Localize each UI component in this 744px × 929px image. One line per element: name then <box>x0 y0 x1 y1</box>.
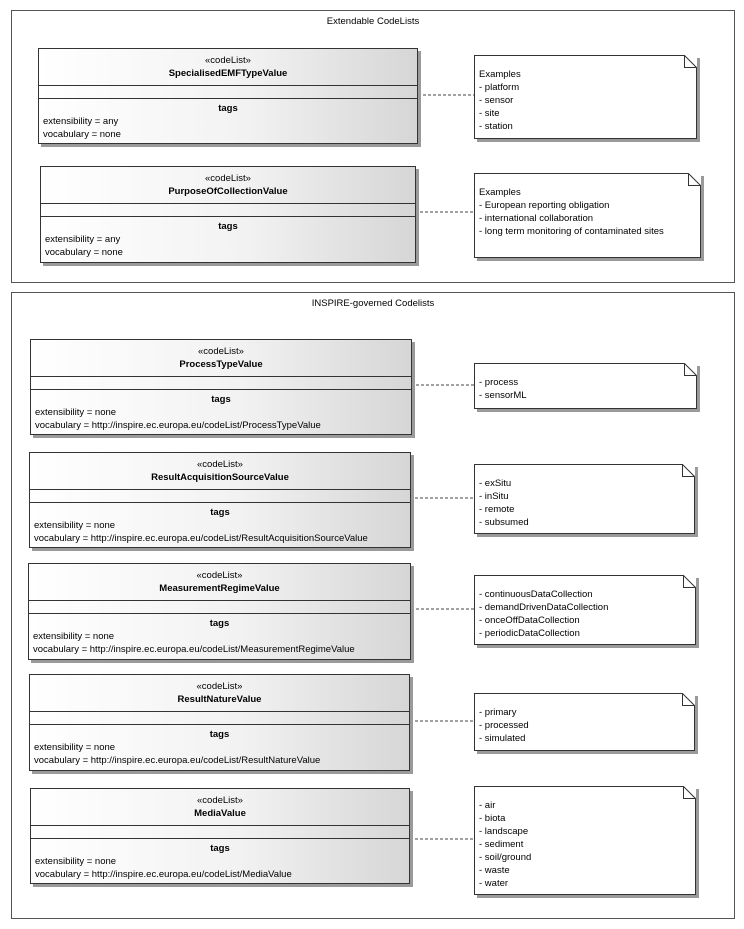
tags-title: tags <box>218 103 238 114</box>
tag-extensibility: extensibility = none <box>34 742 116 753</box>
class-tags <box>31 390 411 432</box>
note-line: - primary <box>479 707 517 718</box>
class-name: PurposeOfCollectionValue <box>168 186 288 197</box>
note-body <box>479 799 684 890</box>
class-result-nature-value[interactable] <box>29 674 410 771</box>
note-line: - station <box>479 121 513 132</box>
tag-extensibility: extensibility = none <box>35 856 117 867</box>
note-line: - biota <box>479 813 506 824</box>
class-header <box>39 49 417 86</box>
note-line: - onceOffDataCollection <box>479 615 580 626</box>
note-result-acquisition-values[interactable] <box>474 464 695 534</box>
class-name: MediaValue <box>194 808 246 819</box>
tags-title: tags <box>218 221 238 232</box>
class-stereotype: «codeList» <box>196 681 243 692</box>
class-tags <box>41 217 415 259</box>
class-header <box>30 675 409 712</box>
note-line: - sensor <box>479 95 514 106</box>
package-title: Extendable CodeLists <box>326 16 420 27</box>
class-media-value[interactable] <box>30 788 410 884</box>
class-header <box>31 340 411 377</box>
class-tags <box>31 839 409 881</box>
class-result-acquisition-source-value[interactable] <box>29 452 411 548</box>
class-stereotype: «codeList» <box>205 173 251 184</box>
note-line: - process <box>479 377 519 388</box>
note-purpose-examples[interactable] <box>474 173 701 258</box>
class-name: ResultNatureValue <box>177 694 262 705</box>
class-name: ProcessTypeValue <box>179 359 263 370</box>
note-line: - water <box>479 878 509 889</box>
note-body <box>479 376 685 402</box>
tag-vocabulary: vocabulary = none <box>43 129 121 140</box>
note-line: - subsumed <box>479 517 529 528</box>
class-purpose-of-collection-value[interactable] <box>40 166 416 263</box>
tag-extensibility: extensibility = none <box>35 407 117 418</box>
note-line: - remote <box>479 504 515 515</box>
note-line: - processed <box>479 720 529 731</box>
package-title: INSPIRE-governed Codelists <box>311 298 435 309</box>
class-header <box>41 167 415 204</box>
tags-title: tags <box>209 618 230 629</box>
note-process-type-values[interactable] <box>474 363 697 409</box>
class-stereotype: «codeList» <box>196 570 243 581</box>
tag-vocabulary: vocabulary = none <box>45 247 123 258</box>
tags-title: tags <box>210 507 230 518</box>
tag-vocabulary: vocabulary = http://inspire.ec.europa.eu/codeList/MediaValue <box>35 869 292 880</box>
tag-extensibility: extensibility = none <box>34 520 116 531</box>
note-specialised-emf-examples[interactable] <box>474 55 697 139</box>
tags-title: tags <box>211 394 231 405</box>
note-result-nature-values[interactable] <box>474 693 695 751</box>
class-tags <box>29 614 410 656</box>
note-measurement-regime-values[interactable] <box>474 575 696 645</box>
tags-title: tags <box>210 843 230 854</box>
note-line: - continuousDataCollection <box>479 589 593 600</box>
note-line: - site <box>479 108 500 119</box>
note-line: - waste <box>479 865 510 876</box>
note-line: - simulated <box>479 733 526 744</box>
note-body <box>479 477 683 529</box>
class-header <box>30 453 410 490</box>
note-line: - European reporting obligation <box>479 200 610 211</box>
class-attributes <box>31 377 411 390</box>
class-attributes <box>39 86 417 99</box>
note-line: - sediment <box>479 839 524 850</box>
note-line: - exSitu <box>479 478 512 489</box>
class-attributes <box>29 601 410 614</box>
class-attributes <box>31 826 409 839</box>
class-header <box>31 789 409 826</box>
note-media-values[interactable] <box>474 786 696 895</box>
tag-vocabulary: vocabulary = http://inspire.ec.europa.eu/codeList/ProcessTypeValue <box>35 420 321 431</box>
note-body <box>479 186 689 238</box>
class-measurement-regime-value[interactable] <box>28 563 411 660</box>
class-stereotype: «codeList» <box>197 795 243 806</box>
class-name: ResultAcquisitionSourceValue <box>151 472 289 483</box>
tag-extensibility: extensibility = none <box>33 631 115 642</box>
class-attributes <box>30 490 410 503</box>
class-process-type-value[interactable] <box>30 339 412 435</box>
tag-vocabulary: vocabulary = http://inspire.ec.europa.eu/codeList/ResultNatureValue <box>34 755 321 766</box>
class-tags <box>30 725 409 767</box>
class-attributes <box>41 204 415 217</box>
class-attributes <box>30 712 409 725</box>
class-header <box>29 564 410 601</box>
note-line: - inSitu <box>479 491 509 502</box>
note-line: - sensorML <box>479 390 527 401</box>
note-line: Examples <box>479 69 521 80</box>
note-line: Examples <box>479 187 521 198</box>
class-name: MeasurementRegimeValue <box>159 583 280 594</box>
note-line: - platform <box>479 82 520 93</box>
note-line: - demandDrivenDataCollection <box>479 602 609 613</box>
class-stereotype: «codeList» <box>205 55 251 66</box>
note-body <box>479 68 685 133</box>
note-body <box>479 706 683 745</box>
class-tags <box>30 503 410 545</box>
note-line: - air <box>479 800 496 811</box>
class-tags <box>39 99 417 141</box>
class-stereotype: «codeList» <box>198 346 244 357</box>
tag-vocabulary: vocabulary = http://inspire.ec.europa.eu/codeList/MeasurementRegimeValue <box>33 644 355 655</box>
note-line: - periodicDataCollection <box>479 628 580 639</box>
tag-vocabulary: vocabulary = http://inspire.ec.europa.eu/codeList/ResultAcquisitionSourceValue <box>34 533 368 544</box>
class-name: SpecialisedEMFTypeValue <box>168 68 288 79</box>
note-line: - international collaboration <box>479 213 594 224</box>
tags-title: tags <box>209 729 230 740</box>
note-line: - long term monitoring of contaminated sites <box>479 226 664 237</box>
class-specialised-emf-type-value[interactable] <box>38 48 418 144</box>
class-stereotype: «codeList» <box>197 459 243 470</box>
note-body <box>479 588 684 640</box>
note-line: - landscape <box>479 826 529 837</box>
note-line: - soil/ground <box>479 852 532 863</box>
tag-extensibility: extensibility = any <box>43 116 119 127</box>
tag-extensibility: extensibility = any <box>45 234 121 245</box>
